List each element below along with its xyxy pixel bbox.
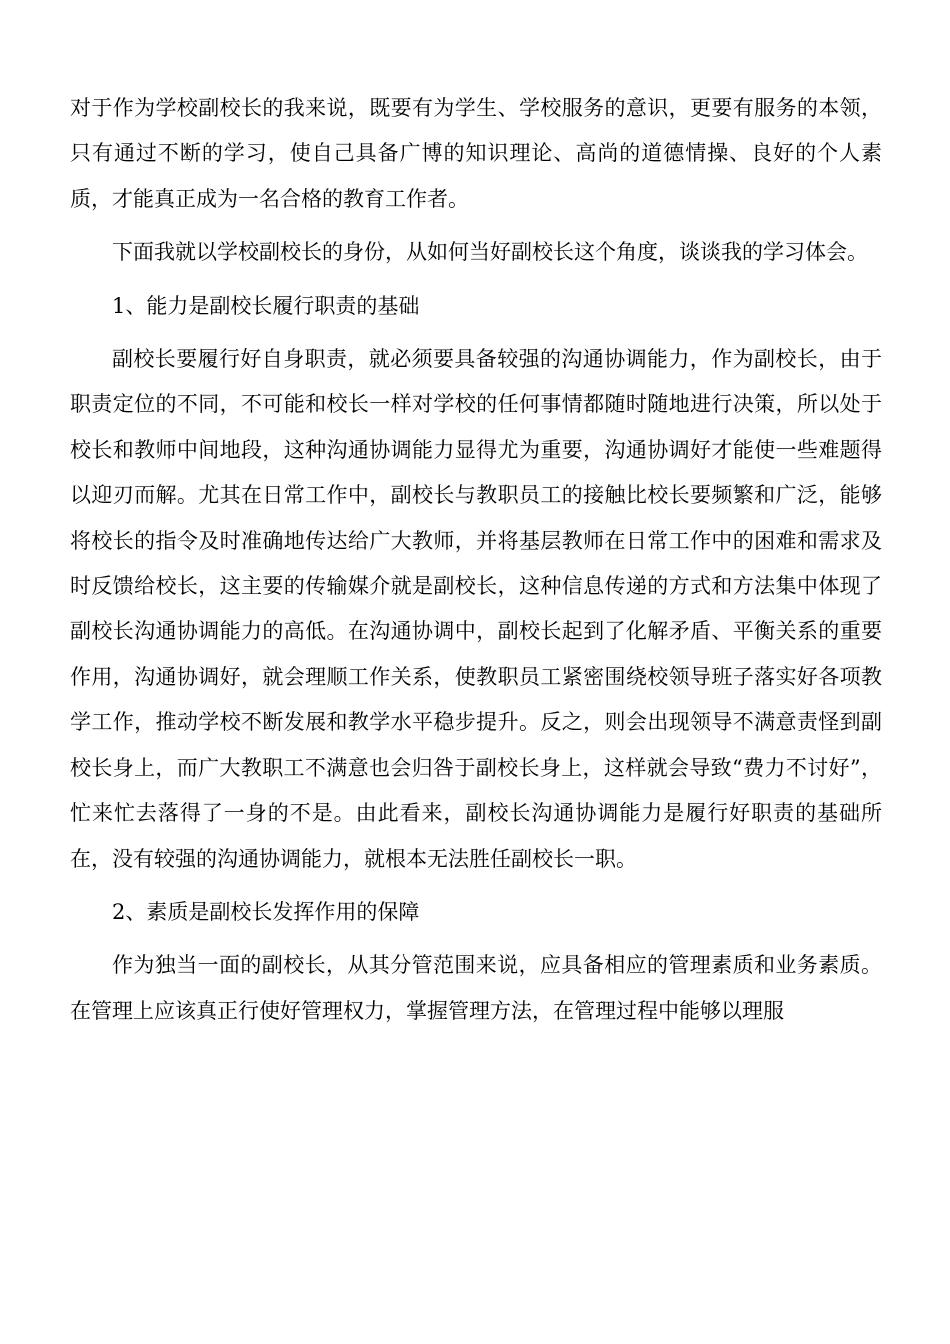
paragraph-intro: 对于作为学校副校长的我来说，既要有为学生、学校服务的意识，更要有服务的本领，只有通过不断的学习，使自己具备广博的知识理论、高尚的道德情操、良好的个人素质，才能真正成为一名合格的教育工作者。	[70, 96, 882, 211]
section-heading-2: 2、素质是副校长发挥作用的保障	[112, 899, 420, 924]
section-heading-1: 1、能力是副校长履行职责的基础	[112, 293, 420, 318]
document-page	[70, 86, 882, 1042]
paragraph-quality: 作为独当一面的副校长，从其分管范围来说，应具备相应的管理素质和业务素质。在管理上应该真正行使好管理权力，掌握管理方法，在管理过程中能够以理服	[70, 953, 882, 1023]
paragraph-topic: 下面我就以学校副校长的身份，从如何当好副校长这个角度，谈谈我的学习体会。	[112, 240, 868, 265]
paragraph-ability: 副校长要履行好自身职责，就必须要具备较强的沟通协调能力，作为副校长，由于职责定位的不同，不可能和校长一样对学校的任何事情都随时随地进行决策，所以处于校长和教师中间地段，这种沟通协调能力显得尤为重要，沟通协调好才能使一些难题得以迎刃而解。尤其在日常工作中，副校长与教职员工的接触比校长要频繁和广泛，能够将校长的指令及时准确地传达给广大教师，并将基层教师在日常工作中的困难和需求及时反馈给校长，这主要的传输媒介就是副校长，这种信息传递的方式和方法集中体现了副校长沟通协调能力的高低。在沟通协调中，副校长起到了化解矛盾、平衡关系的重要作用，沟通协调好，就会理顺工作关系，使教职员工紧密围绕校领导班子落实好各项教学工作，推动学校不断发展和教学水平稳步提升。反之，则会出现领导不满意责怪到副校长身上，而广大教职工不满意也会归咎于副校长身上，这样就会导致“费力不讨好”，忙来忙去落得了一身的不是。由此看来，副校长沟通协调能力是履行好职责的基础所在，没有较强的沟通协调能力，就根本无法胜任副校长一职。	[70, 347, 882, 871]
